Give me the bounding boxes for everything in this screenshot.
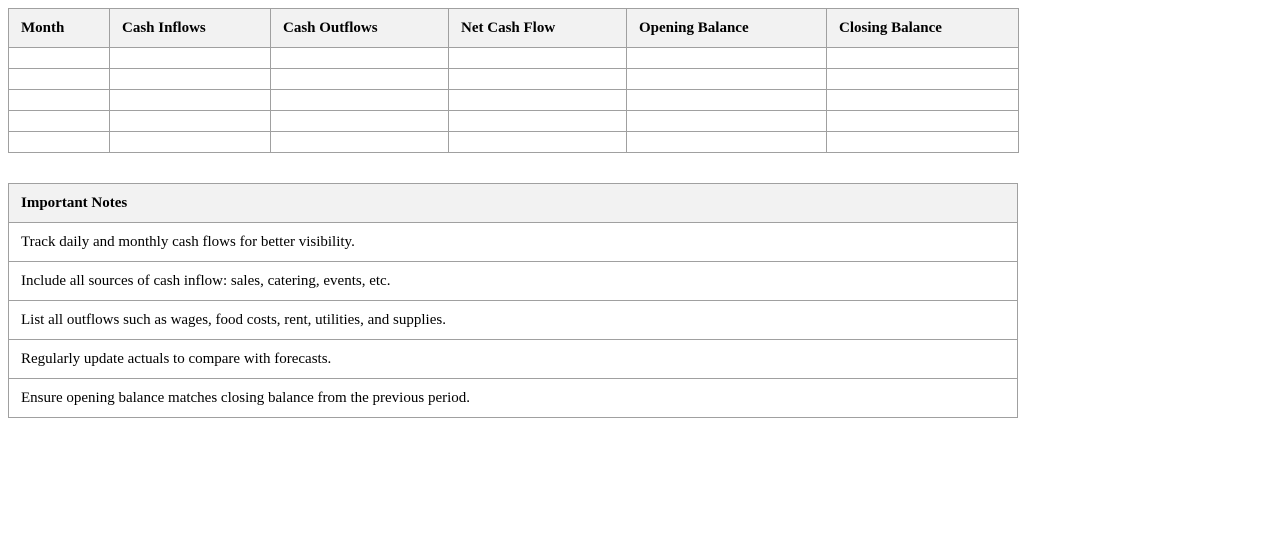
table-cell[interactable]: [271, 90, 449, 111]
table-cell[interactable]: [110, 132, 271, 153]
table-cell[interactable]: [271, 69, 449, 90]
list-item: [9, 262, 1018, 301]
table-cell[interactable]: [449, 132, 627, 153]
table-cell[interactable]: [449, 48, 627, 69]
important-notes-table: [8, 183, 1018, 418]
header-closing-balance: Closing Balance: [827, 9, 1019, 48]
table-row: [9, 111, 1019, 132]
table-cell[interactable]: [9, 48, 110, 69]
table-cell[interactable]: [627, 132, 827, 153]
note-text: Track daily and monthly cash flows for better visibility.: [9, 223, 1018, 262]
table-cell[interactable]: [827, 111, 1019, 132]
table-cell[interactable]: [9, 132, 110, 153]
table-cell[interactable]: [110, 69, 271, 90]
table-row: [9, 90, 1019, 111]
table-cell[interactable]: [627, 90, 827, 111]
table-cell[interactable]: [110, 90, 271, 111]
list-item: [9, 340, 1018, 379]
table-cell[interactable]: [827, 132, 1019, 153]
note-text: List all outflows such as wages, food costs, rent, utilities, and supplies.: [9, 301, 1018, 340]
table-cell[interactable]: [827, 69, 1019, 90]
table-cell[interactable]: [827, 90, 1019, 111]
note-text: Include all sources of cash inflow: sales, catering, events, etc.: [9, 262, 1018, 301]
cashflow-table: [8, 8, 1019, 153]
list-item: [9, 223, 1018, 262]
table-cell[interactable]: [110, 111, 271, 132]
table-cell[interactable]: [9, 111, 110, 132]
table-cell[interactable]: [9, 90, 110, 111]
list-item: [9, 379, 1018, 418]
header-opening-balance: Opening Balance: [627, 9, 827, 48]
table-row: [9, 69, 1019, 90]
table-row: [9, 48, 1019, 69]
table-cell[interactable]: [271, 48, 449, 69]
table-cell[interactable]: [449, 90, 627, 111]
table-cell[interactable]: [271, 132, 449, 153]
cashflow-header-row: [9, 9, 1019, 48]
header-cash-outflows: Cash Outflows: [271, 9, 449, 48]
header-net-cash-flow: Net Cash Flow: [449, 9, 627, 48]
table-cell[interactable]: [449, 111, 627, 132]
header-cash-inflows: Cash Inflows: [110, 9, 271, 48]
notes-header-row: [9, 184, 1018, 223]
table-cell[interactable]: [9, 69, 110, 90]
notes-title: Important Notes: [9, 184, 1018, 223]
header-month: Month: [9, 9, 110, 48]
table-cell[interactable]: [271, 111, 449, 132]
note-text: Regularly update actuals to compare with forecasts.: [9, 340, 1018, 379]
table-row: [9, 132, 1019, 153]
table-cell[interactable]: [449, 69, 627, 90]
table-cell[interactable]: [110, 48, 271, 69]
table-cell[interactable]: [627, 111, 827, 132]
table-cell[interactable]: [627, 69, 827, 90]
note-text: Ensure opening balance matches closing balance from the previous period.: [9, 379, 1018, 418]
table-cell[interactable]: [627, 48, 827, 69]
list-item: [9, 301, 1018, 340]
table-cell[interactable]: [827, 48, 1019, 69]
